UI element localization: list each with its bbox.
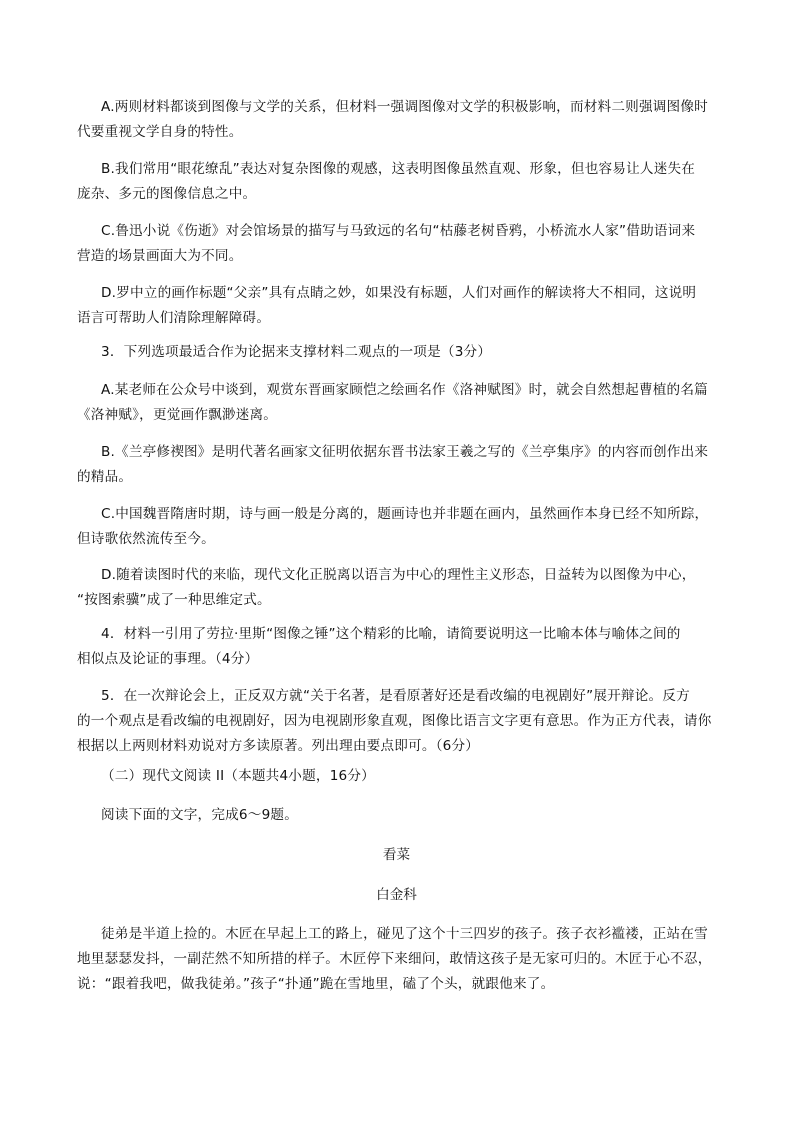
option-q2-b [77, 157, 719, 207]
option-q2-b-line-1: B.我们常用“眼花缭乱”表达对复杂图像的观感，这表明图像虽然直观、形象，但也容易让人迷失在 [101, 161, 696, 177]
option-q2-d-line-2: 语言可帮助人们清除理解障碍。 [77, 310, 271, 326]
option-q3-c-line-2: 但诗歌依然流传至今。 [77, 531, 215, 547]
section-heading-text: （二）现代文阅读 II（本题共4小题，16分） [101, 768, 375, 784]
story-body-line-2: 地里瑟瑟发抖，一副茫然不知所措的样子。木匠停下来细问，敢情这孩子是无家可归的。木匠于心不忍， [77, 951, 712, 967]
question-5-line-3: 根据以上两则材料劝说对方多读原著。列出理由要点即可。（6分） [77, 738, 480, 754]
question-4-line-1: 4．材料一引用了劳拉·里斯“图像之锤”这个精彩的比喻，请简要说明这一比喻本体与喻体之间的 [101, 626, 681, 642]
question-4-line-2: 相似点及论证的事理。（4分） [77, 651, 259, 667]
option-q3-d [77, 563, 719, 613]
option-q2-d [77, 281, 719, 331]
option-q2-a [77, 95, 719, 145]
option-q3-d-line-2: “按图索骥”成了一种思维定式。 [77, 592, 271, 608]
option-q2-c [77, 219, 719, 269]
option-q2-a-line-1: A.两则材料都谈到图像与文学的关系，但材料一强调图像对文学的积极影响，而材料二则强调图像时 [101, 99, 708, 115]
option-q2-d-line-1: D.罗中立的画作标题“父亲”具有点睛之妙，如果没有标题，人们对画作的解读将大不相同，这说明 [101, 285, 697, 301]
story-author: 白金科 [376, 887, 417, 903]
option-q3-c [77, 502, 719, 552]
story-title: 看菜 [382, 847, 411, 863]
option-q2-b-line-2: 庞杂、多元的图像信息之中。 [77, 186, 257, 202]
question-3-stem [77, 340, 719, 365]
option-q3-d-line-1: D.随着读图时代的来临，现代文化正脱离以语言为中心的理性主义形态，日益转为以图像为中心， [101, 567, 696, 583]
question-5-line-2: 的一个观点是看改编的电视剧好，因为电视剧形象直观，图像比语言文字更有意思。作为正方代表，请你 [77, 713, 712, 729]
question-5-line-1: 5．在一次辩论会上，正反双方就“关于名著，是看原著好还是看改编的电视剧好”展开辩论。反方 [101, 688, 690, 704]
section-instruction [77, 803, 719, 828]
section-heading [77, 764, 719, 789]
question-5 [77, 684, 719, 759]
option-q2-a-line-2: 代要重视文学自身的特性。 [77, 124, 243, 140]
option-q2-c-line-1: C.鲁迅小说《伤逝》对会馆场景的描写与马致远的名句“枯藤老树昏鸦，小桥流水人家”借助语词来 [101, 223, 696, 239]
option-q3-a-line-1: A.某老师在公众号中谈到，观赏东晋画家顾恺之绘画名作《洛神赋图》时，就会自然想起曹植的名篇 [101, 382, 708, 398]
option-q3-b [77, 440, 719, 490]
question-3-stem-text: 3．下列选项最适合作为论据来支撑材料二观点的一项是（3分） [101, 344, 492, 360]
option-q3-c-line-1: C.中国魏晋隋唐时期，诗与画一般是分离的，题画诗也并非题在画内，虽然画作本身已经不知所踪， [101, 506, 709, 522]
question-4 [77, 622, 719, 672]
story-body-line-3: 说：“跟着我吧，做我徒弟。”孩子“扑通”跪在雪地里，磕了个头，就跟他来了。 [77, 976, 555, 992]
option-q3-b-line-2: 的精品。 [77, 469, 133, 485]
option-q3-a [77, 378, 719, 428]
story-body-line-1: 徒弟是半道上捡的。木匠在早起上工的路上，碰见了这个十三四岁的孩子。孩子衣衫褴褛，正站在雪 [101, 926, 708, 942]
section-instruction-text: 阅读下面的文字，完成6～9题。 [101, 807, 299, 823]
option-q3-a-line-2: 《洛神赋》，更觉画作飘渺迷离。 [77, 407, 278, 423]
option-q3-b-line-1: B.《兰亭修禊图》是明代著名画家文征明依据东晋书法家王羲之写的《兰亭集序》的内容而创作出来 [101, 444, 709, 460]
option-q2-c-line-2: 营造的场景画面大为不同。 [77, 248, 243, 264]
story-body [77, 922, 719, 997]
